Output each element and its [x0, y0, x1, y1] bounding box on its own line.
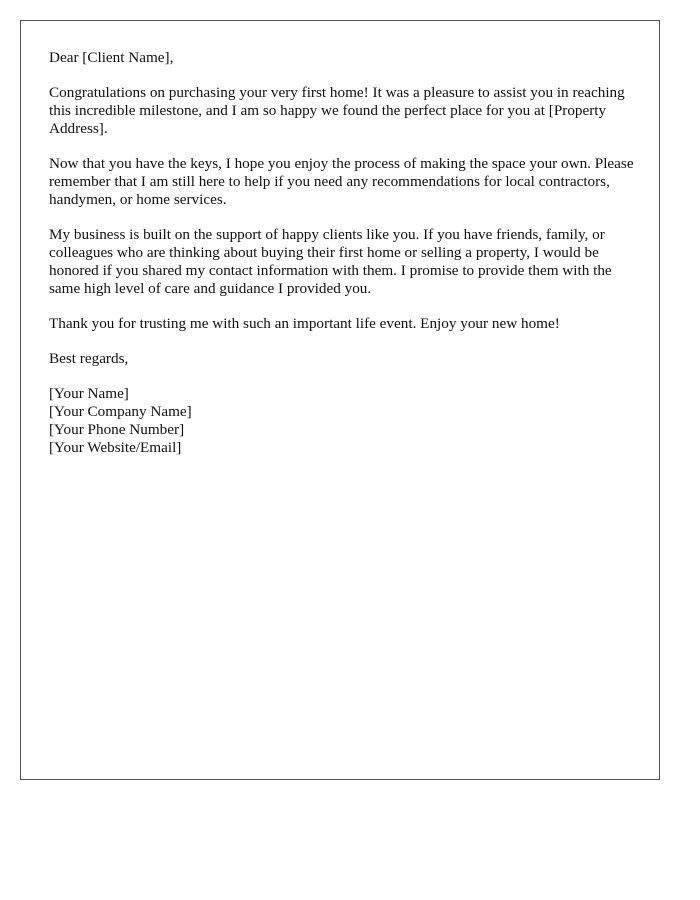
closing: Best regards,: [49, 350, 129, 367]
signature-block: [49, 385, 639, 457]
paragraph-keys: Now that you have the keys, I hope you enjoy the process of making the space your own. Please remember that I am still here to help if you need any recommendations for local contractors, handymen, or home services.: [49, 155, 634, 208]
signature-phone: [Your Phone Number]: [49, 421, 185, 438]
paragraph-thank-you: Thank you for trusting me with such an important life event. Enjoy your new home!: [49, 315, 560, 332]
salutation: Dear [Client Name],: [49, 49, 174, 66]
letter-body: [49, 49, 639, 457]
signature-company: [Your Company Name]: [49, 403, 192, 420]
signature-website-email: [Your Website/Email]: [49, 439, 182, 456]
paragraph-referrals: My business is built on the support of happy clients like you. If you have friends, family, or colleagues who are thinking about buying their first home or selling a property, I would be honored if you shared my contact information with them. I promise to provide them with the same high level of care and guidance I provided you.: [49, 226, 612, 297]
letter-page: [20, 20, 660, 780]
signature-name: [Your Name]: [49, 385, 129, 402]
paragraph-congratulations: Congratulations on purchasing your very first home! It was a pleasure to assist you in reaching this incredible milestone, and I am so happy we found the perfect place for you at [Property Address].: [49, 84, 625, 137]
